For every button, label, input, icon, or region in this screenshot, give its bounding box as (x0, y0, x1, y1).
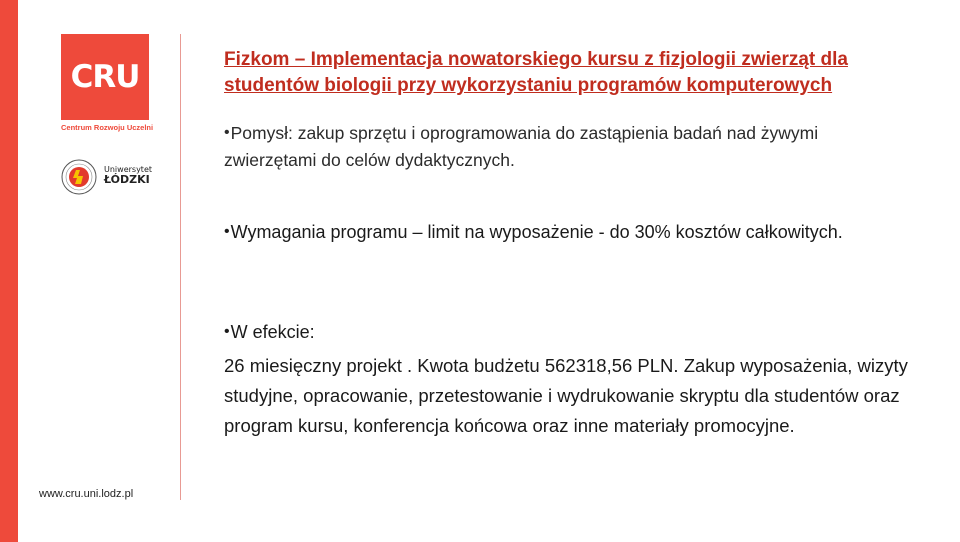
bullet-idea (224, 119, 914, 174)
slide-title: Fizkom – Implementacja nowatorskiego kursu z fizjologii zwierząt dla studentów biologii przy wykorzystaniu programów komputerowych (224, 49, 848, 96)
footer-url: www.cru.uni.lodz.pl (39, 488, 134, 500)
university-name (104, 166, 152, 186)
cru-logo (61, 34, 149, 120)
cru-logo-subtitle: Centrum Rozwoju Uczelni (61, 123, 154, 132)
bullet-effect (224, 318, 914, 441)
cru-logo-text: CRU (70, 59, 140, 95)
bullet-requirements (224, 218, 914, 246)
bullet-text: W efekcie: (230, 322, 315, 342)
university-emblem-icon (61, 159, 97, 195)
effect-details: 26 miesięczny projekt . Kwota budżetu 562318,56 PLN. Zakup wyposażenia, wizyty studyjne, opracowanie, przetestowanie i wydrukowanie skryptu dla studentów oraz program kursu, konferencja końcowa oraz inne materiały promocyjne. (224, 355, 908, 436)
bullet-text: Wymagania programu – limit na wyposażenie - do 30% kosztów całkowitych. (230, 222, 843, 242)
bullet-dot: • (224, 223, 230, 240)
university-name-line2: ŁÓDZKI (104, 173, 150, 187)
bullet-dot: • (224, 124, 230, 141)
left-accent-bar (0, 0, 18, 542)
bullet-dot: • (224, 323, 230, 340)
vertical-divider (180, 34, 181, 500)
university-name-line1: Uniwersytet (104, 165, 152, 174)
bullet-text: Pomysł: zakup sprzętu i oprogramowania do zastąpienia badań nad żywymi zwierzętami do celów dydaktycznych. (224, 123, 819, 170)
